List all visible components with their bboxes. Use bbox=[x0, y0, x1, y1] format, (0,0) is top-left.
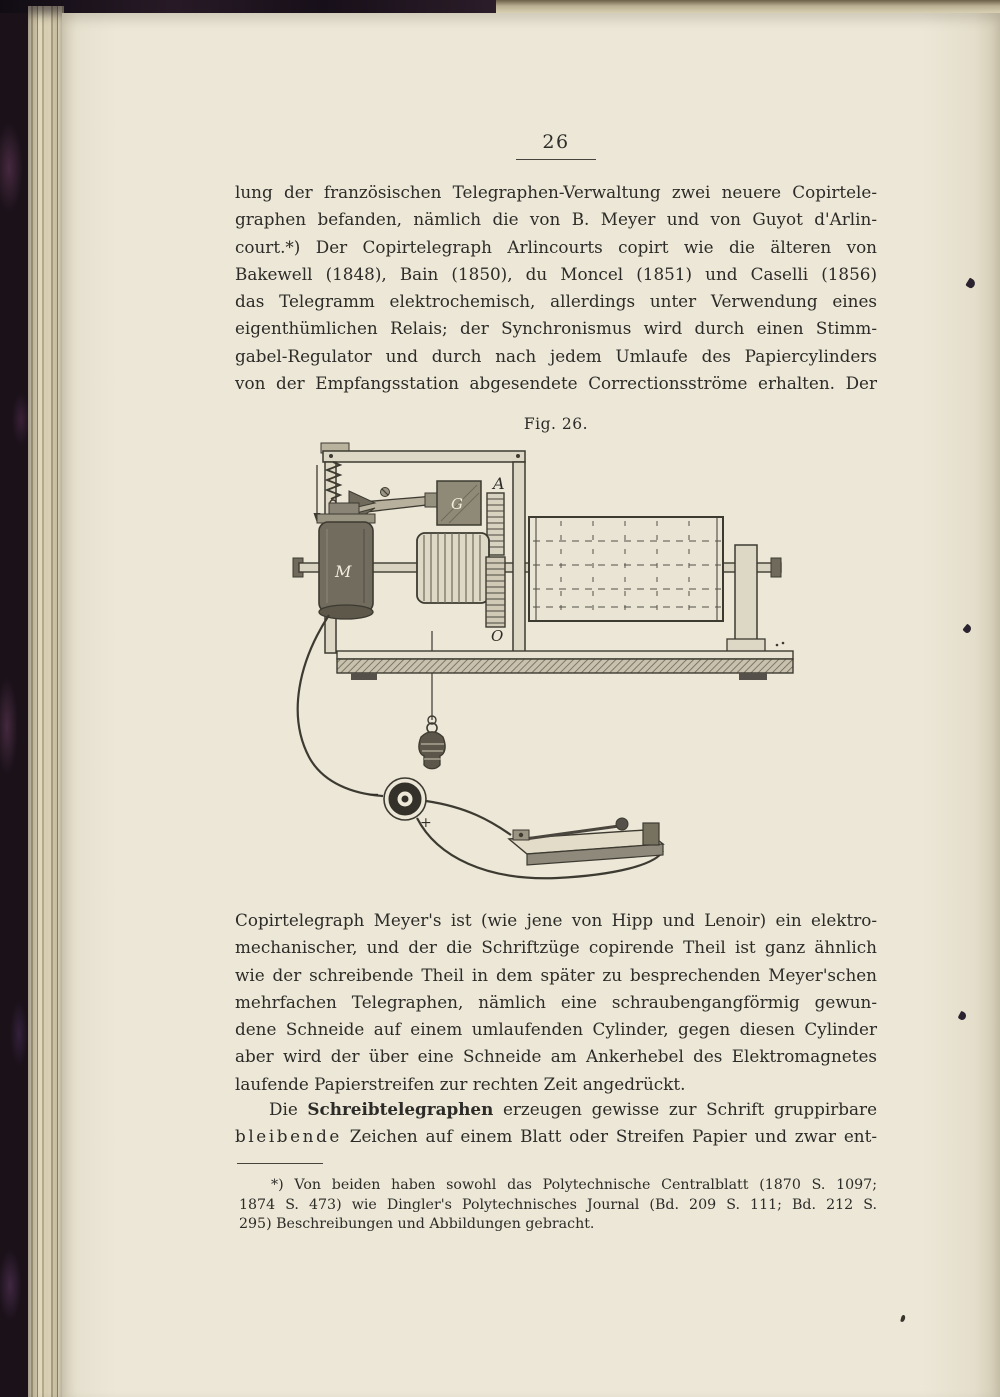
figure-label-g: G bbox=[451, 495, 463, 513]
page-content bbox=[235, 13, 877, 1397]
text-line: von der Empfangsstation abgesendete Correctionsströme erhalten. Der bbox=[235, 373, 877, 394]
paragraph-text: erzeugen gewisse zur Schrift gruppirbare bbox=[493, 1099, 877, 1119]
text-line: graphen befanden, nämlich die von B. Meyer und von Guyot d'Arlin- bbox=[235, 209, 877, 230]
book-page bbox=[62, 13, 1000, 1397]
bold-term: Schreibtelegraphen bbox=[307, 1099, 494, 1119]
paragraph-text: Die bbox=[269, 1099, 308, 1119]
book-cover-edge bbox=[0, 0, 30, 1397]
ink-speck bbox=[965, 278, 977, 290]
text-line: laufende Papierstreifen zur rechten Zeit angedrückt. bbox=[235, 1073, 686, 1094]
page-edge-stack bbox=[28, 6, 64, 1397]
support-bracket bbox=[727, 545, 765, 652]
page-number-rule bbox=[516, 159, 596, 160]
footnote-rule bbox=[237, 1163, 323, 1164]
footnote bbox=[239, 1176, 877, 1235]
paragraph-text: Zeichen auf einem Blatt oder Streifen Papier und zwar ent- bbox=[341, 1126, 877, 1147]
page-number: 26 bbox=[542, 131, 570, 153]
text-line: 295) Beschreibungen und Abbildungen gebracht. bbox=[239, 1216, 595, 1233]
electromagnet bbox=[317, 503, 375, 619]
text-line: court.*) Der Copirtelegraph Arlincourts copirt wie die älteren von bbox=[235, 236, 877, 257]
text-line: Copirtelegraph Meyer's ist (wie jene von Hipp und Lenoir) ein elektro- bbox=[235, 910, 877, 930]
ink-speck bbox=[962, 624, 973, 635]
figure-caption: Fig. 26. bbox=[523, 415, 589, 433]
text-line: eigenthümlichen Relais; der Synchronismus wird durch einen Stimm- bbox=[235, 318, 877, 339]
body-paragraph-2 bbox=[235, 907, 877, 1098]
grooved-pulley bbox=[417, 533, 489, 603]
telegraph-key bbox=[509, 818, 663, 865]
text-line: dene Schneide auf einem umlaufenden Cylinder, gegen diesen Cylinder bbox=[235, 1019, 877, 1040]
text-line: gabel-Regulator und durch nach jedem Umlaufe des Papiercylinders bbox=[235, 345, 877, 366]
text-line: mechanischer, und der die Schriftzüge copirende Theil ist ganz ähnlich bbox=[235, 937, 877, 958]
ink-speck bbox=[900, 1315, 906, 1323]
text-line: 1874 S. 473) wie Dingler's Polytechnisches Journal (Bd. 209 S. 111; Bd. 212 S. bbox=[239, 1196, 877, 1213]
figure-label-a: A bbox=[493, 474, 505, 493]
text-line: das Telegramm elektrochemisch, allerdings unter Verwendung eines bbox=[235, 291, 877, 312]
text-line bbox=[235, 1123, 877, 1150]
text-line: lung der französischen Telegraphen-Verwaltung zwei neuere Copirtele- bbox=[235, 182, 877, 202]
text-line: mehrfachen Telegraphen, nämlich eine schraubengangförmig gewun- bbox=[235, 991, 877, 1012]
body-paragraph-3 bbox=[235, 1096, 877, 1151]
emphasized-term: bleibende bbox=[235, 1126, 342, 1147]
paper-cylinder bbox=[529, 517, 723, 621]
text-line: wie der schreibende Theil in dem später zu besprechenden Meyer'schen bbox=[235, 964, 877, 985]
figure-label-minus: − bbox=[367, 785, 380, 803]
text-line: Bakewell (1848), Bain (1850), du Moncel (1851) und Caselli (1856) bbox=[235, 263, 877, 284]
text-line bbox=[235, 1096, 877, 1123]
ink-speck bbox=[958, 1011, 968, 1021]
figure-illustration bbox=[265, 437, 805, 882]
figure-label-plus: + bbox=[420, 815, 432, 831]
figure bbox=[265, 437, 805, 882]
page-header bbox=[235, 131, 877, 160]
text-line: *) Von beiden haben sowohl das Polytechnische Centralblatt (1870 S. 1097; bbox=[271, 1177, 877, 1193]
figure-label-m: M bbox=[335, 562, 352, 581]
text-line: aber wird der über eine Schneide am Ankerhebel des Elektromagnetes bbox=[235, 1046, 877, 1067]
base-plate bbox=[337, 642, 793, 680]
battery-ring bbox=[367, 778, 432, 831]
weight bbox=[419, 716, 445, 769]
page-top-edge bbox=[496, 0, 1000, 13]
gear-wheel bbox=[486, 557, 505, 645]
contact-block bbox=[425, 481, 481, 525]
body-paragraph-1 bbox=[235, 179, 877, 397]
book-cover-top-edge bbox=[0, 0, 496, 13]
figure-label-o: O bbox=[491, 627, 504, 645]
